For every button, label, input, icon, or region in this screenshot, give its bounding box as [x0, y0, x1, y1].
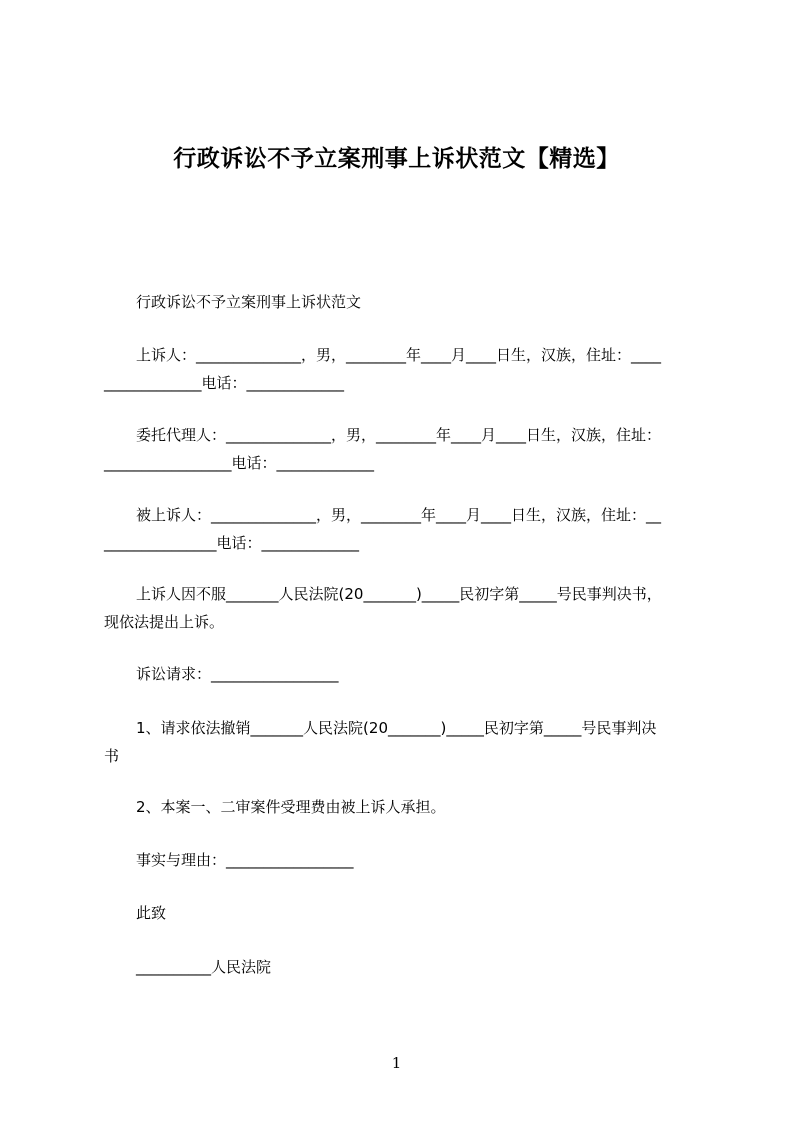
- closing-text: 此致: [136, 904, 167, 922]
- appellant-line-1: 上诉人：______________，男，________年____月____日生，汉族，住址：____: [136, 346, 662, 364]
- reason-paragraph: [104, 580, 704, 636]
- facts-label: 事实与理由：_________________: [136, 851, 354, 869]
- claim-1-line-1: 1、请求依法撤销_______人民法院(20_______)_____民初字第_____号民事判决: [136, 719, 657, 737]
- appellant-line-2: _____________电话：_____________: [104, 374, 345, 392]
- appellant-paragraph: [104, 341, 704, 397]
- claims-label: 诉讼请求：_________________: [136, 665, 339, 683]
- page-number: 1: [391, 1054, 402, 1072]
- agent-line-2: _________________电话：_____________: [104, 454, 375, 472]
- document-title: 行政诉讼不予立案刑事上诉状范文【精选】: [173, 146, 620, 172]
- agent-line-1: 委托代理人：______________，男，________年____月____日生，汉族，住址：: [136, 426, 662, 444]
- reason-line-1: 上诉人因不服_______人民法院(20_______)_____民初字第_____号民事判决书，: [136, 585, 662, 603]
- claim-1-paragraph: [104, 714, 704, 770]
- court-line: __________人民法院: [136, 958, 272, 976]
- appellee-paragraph: [104, 501, 704, 557]
- appellee-line-1: 被上诉人：______________，男，________年____月____日生，汉族，住址：__: [136, 506, 662, 524]
- claim-2-paragraph: 2、本案一、二审案件受理费由被上诉人承担。: [136, 798, 446, 816]
- agent-paragraph: [104, 421, 704, 477]
- claim-1-line-2: 书: [104, 747, 120, 765]
- appellee-line-2: _______________电话：_____________: [104, 534, 360, 552]
- document-subtitle: 行政诉讼不予立案刑事上诉状范文: [136, 293, 362, 311]
- reason-line-2: 现依法提出上诉。: [104, 613, 225, 631]
